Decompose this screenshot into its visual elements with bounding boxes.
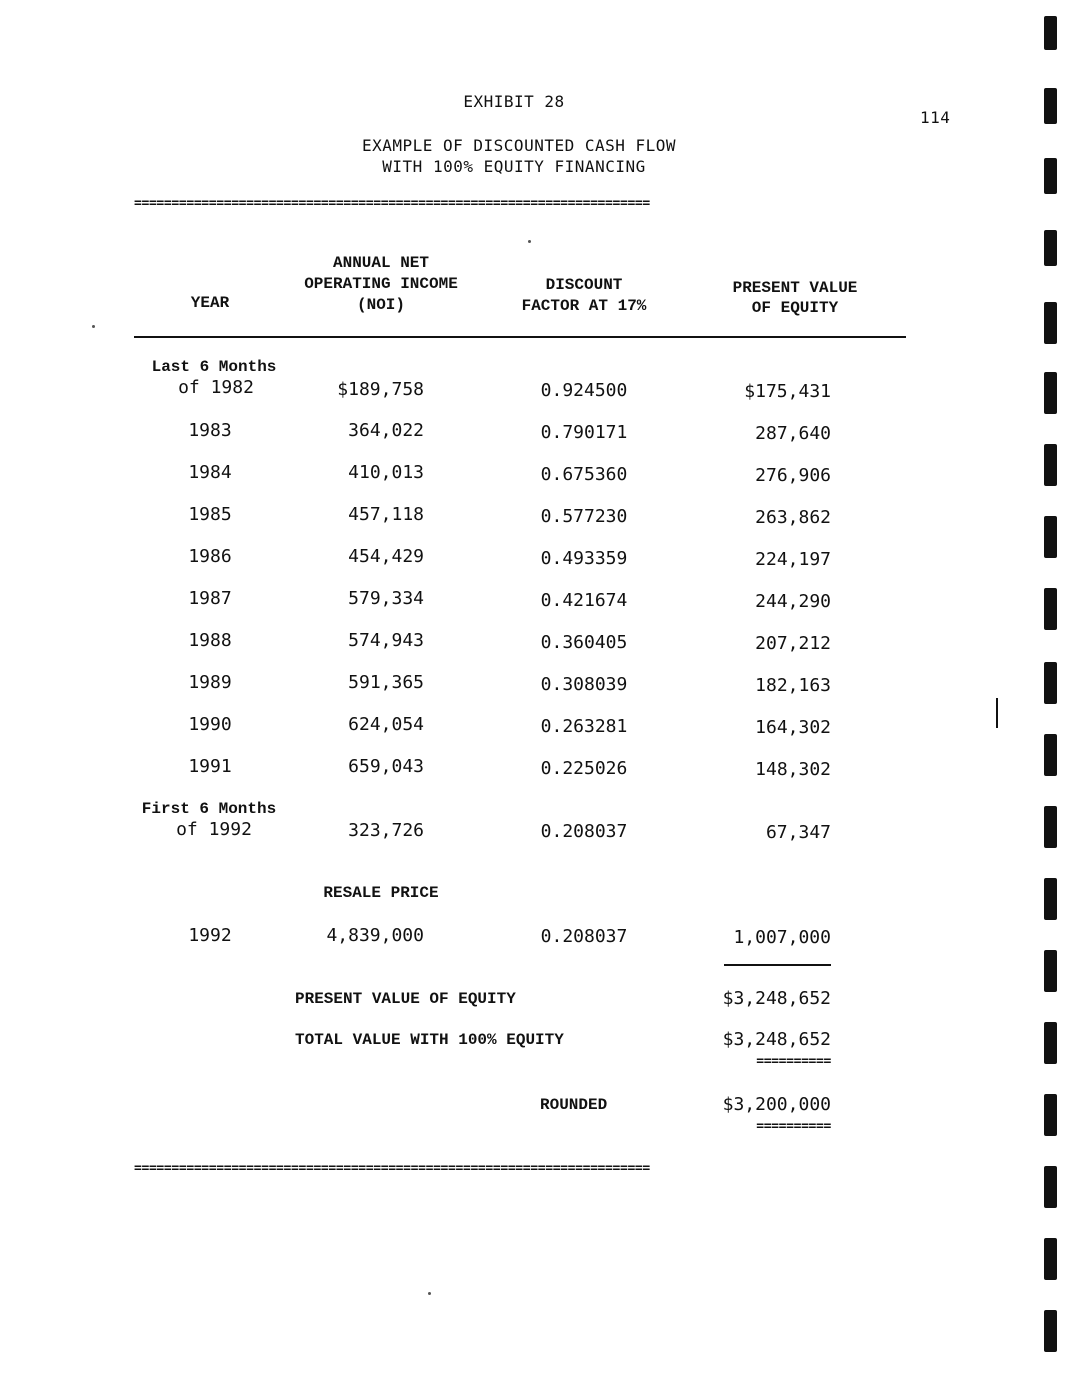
header-rule [134, 336, 906, 338]
binding-mark [1044, 16, 1057, 50]
col-header-noi-line2: OPERATING INCOME [304, 275, 458, 293]
binding-mark [1044, 950, 1057, 992]
binding-mark [1044, 878, 1057, 920]
row-year: 1987 [188, 588, 232, 609]
row-pv: 164,302 [755, 717, 831, 738]
row-factor: 0.225026 [540, 758, 628, 779]
total-double-rule: ========== [756, 1054, 831, 1069]
row-pv: 148,302 [755, 759, 831, 780]
row-year-label-line2: of 1992 [176, 819, 252, 840]
total-value-amount: $3,248,652 [722, 1029, 831, 1050]
pv-equity-label: PRESENT VALUE OF EQUITY [295, 990, 516, 1008]
binding-mark [1044, 516, 1057, 558]
col-header-noi-line3: (NOI) [356, 296, 406, 314]
binding-mark [1044, 1238, 1057, 1280]
row-noi: 659,043 [348, 756, 424, 777]
rounded-double-rule: ========== [756, 1119, 831, 1134]
row-year-label-line1: First 6 Months [141, 800, 277, 818]
row-factor: 0.308039 [540, 674, 628, 695]
row-factor: 0.577230 [540, 506, 628, 527]
row-year: 1985 [188, 504, 232, 525]
row-factor: 0.263281 [540, 716, 628, 737]
row-noi: 457,118 [348, 504, 424, 525]
row-noi: $189,758 [337, 379, 424, 400]
row-noi: 624,054 [348, 714, 424, 735]
col-header-discount-line2: FACTOR AT 17% [521, 297, 647, 315]
resale-pv: 1,007,000 [733, 927, 831, 948]
binding-mark [1044, 1094, 1057, 1136]
row-year: 1983 [188, 420, 232, 441]
row-pv: $175,431 [744, 381, 831, 402]
row-year: 1991 [188, 756, 232, 777]
row-year: 1990 [188, 714, 232, 735]
row-pv: 276,906 [755, 465, 831, 486]
binding-mark [1044, 662, 1057, 704]
row-pv: 67,347 [765, 822, 831, 843]
row-noi: 364,022 [348, 420, 424, 441]
row-factor: 0.924500 [540, 380, 628, 401]
exhibit-label: EXHIBIT 28 [463, 92, 565, 111]
row-pv: 244,290 [755, 591, 831, 612]
page-number: 114 [920, 108, 951, 127]
total-value-label: TOTAL VALUE WITH 100% EQUITY [295, 1031, 564, 1049]
col-header-year: YEAR [190, 294, 230, 312]
col-header-pv-line1: PRESENT VALUE [732, 279, 858, 297]
row-pv: 263,862 [755, 507, 831, 528]
row-noi: 410,013 [348, 462, 424, 483]
title-line-2: WITH 100% EQUITY FINANCING [382, 157, 646, 176]
binding-mark [1044, 444, 1057, 486]
row-year: 1984 [188, 462, 232, 483]
row-factor: 0.790171 [540, 422, 628, 443]
top-separator: ===================================================================== [134, 196, 650, 211]
row-year-label-line2: of 1982 [178, 377, 254, 398]
scan-speck [428, 1292, 431, 1295]
binding-mark [1044, 806, 1057, 848]
row-pv: 207,212 [755, 633, 831, 654]
binding-mark [1044, 88, 1057, 124]
scan-line [996, 698, 998, 728]
binding-mark [1044, 1166, 1057, 1208]
binding-mark [1044, 588, 1057, 630]
col-header-pv-line2: OF EQUITY [751, 299, 839, 317]
binding-mark [1044, 734, 1057, 776]
resale-factor: 0.208037 [540, 926, 628, 947]
row-year: 1988 [188, 630, 232, 651]
row-noi: 579,334 [348, 588, 424, 609]
row-factor: 0.421674 [540, 590, 628, 611]
row-noi: 323,726 [348, 820, 424, 841]
title-line-1: EXAMPLE OF DISCOUNTED CASH FLOW [361, 136, 677, 155]
scan-speck [528, 240, 531, 243]
scan-speck [92, 325, 95, 328]
binding-mark [1044, 1022, 1057, 1064]
resale-label: RESALE PRICE [323, 884, 439, 902]
binding-mark [1044, 302, 1057, 344]
row-noi: 574,943 [348, 630, 424, 651]
row-factor: 0.208037 [540, 821, 628, 842]
col-header-discount-line1: DISCOUNT [545, 276, 623, 294]
row-factor: 0.360405 [540, 632, 628, 653]
row-pv: 287,640 [755, 423, 831, 444]
rounded-value: $3,200,000 [722, 1094, 831, 1115]
row-year-label-line1: Last 6 Months [151, 358, 277, 376]
resale-year: 1992 [188, 925, 232, 946]
row-year: 1986 [188, 546, 232, 567]
row-factor: 0.493359 [540, 548, 628, 569]
binding-mark [1044, 372, 1057, 414]
resale-noi: 4,839,000 [326, 925, 424, 946]
binding-mark [1044, 230, 1057, 266]
rounded-label: ROUNDED [540, 1096, 608, 1114]
binding-mark [1044, 1310, 1057, 1352]
row-factor: 0.675360 [540, 464, 628, 485]
row-pv: 224,197 [755, 549, 831, 570]
sum-rule [724, 964, 831, 966]
row-year: 1989 [188, 672, 232, 693]
row-pv: 182,163 [755, 675, 831, 696]
pv-equity-value: $3,248,652 [722, 988, 831, 1009]
row-noi: 591,365 [348, 672, 424, 693]
binding-mark [1044, 158, 1057, 194]
col-header-noi-line1: ANNUAL NET [332, 254, 430, 272]
row-noi: 454,429 [348, 546, 424, 567]
bottom-separator: ===================================================================== [134, 1161, 650, 1176]
